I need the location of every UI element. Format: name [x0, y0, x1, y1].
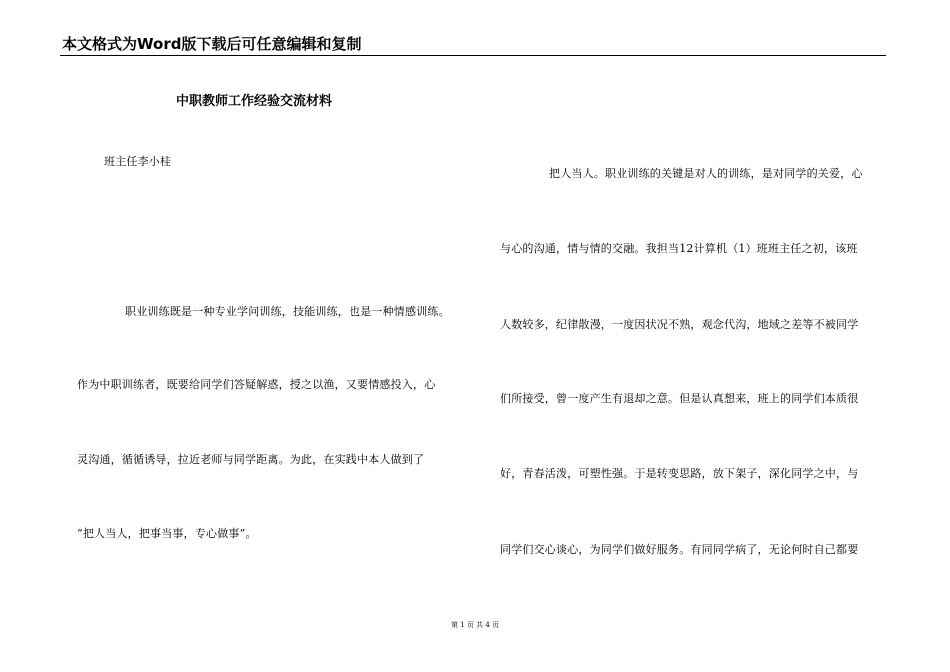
left-paragraph-line: 灵沟通，循循诱导，拉近老师与同学距离。为此，在实践中本人做到了: [77, 453, 425, 466]
right-paragraph-line: 把人当人。职业训练的关键是对人的训练，是对同学的关爱，心: [549, 167, 863, 180]
right-paragraph-line: 同学们交心谈心，为同学们做好服务。有同同学病了，无论何时自己都要: [500, 543, 859, 556]
left-paragraph-line: 作为中职训练者，既要给同学们答疑解惑，授之以渔，又要情感投入，心: [77, 378, 436, 391]
right-paragraph-line: 与心的沟通，情与情的交融。我担当12计算机（1）班班主任之初，该班: [500, 242, 858, 255]
header-divider: [60, 55, 886, 56]
page-number: 第 1 页 共 4 页: [450, 621, 500, 629]
author-line: 班主任李小桂: [104, 155, 172, 168]
right-paragraph-line: 人数较多，纪律散漫，一度因状况不熟，观念代沟，地域之差等不被同学: [500, 318, 859, 331]
right-paragraph-line: 们所接受，曾一度产生有退却之意。但是认真想来，班上的同学们本质很: [500, 392, 859, 405]
right-paragraph-line: 好，青春活泼，可塑性强。于是转变思路，放下架子，深化同学之中，与: [500, 467, 859, 480]
header-title: 本文格式为Word版下载后可任意编辑和复制: [62, 35, 362, 53]
left-paragraph-line: 职业训练既是一种专业学问训练，技能训练，也是一种情感训练。: [125, 305, 450, 318]
left-paragraph-line: “把人当人，把事当事，专心做事”。: [77, 527, 257, 540]
document-title: 中职教师工作经验交流材料: [176, 94, 333, 109]
